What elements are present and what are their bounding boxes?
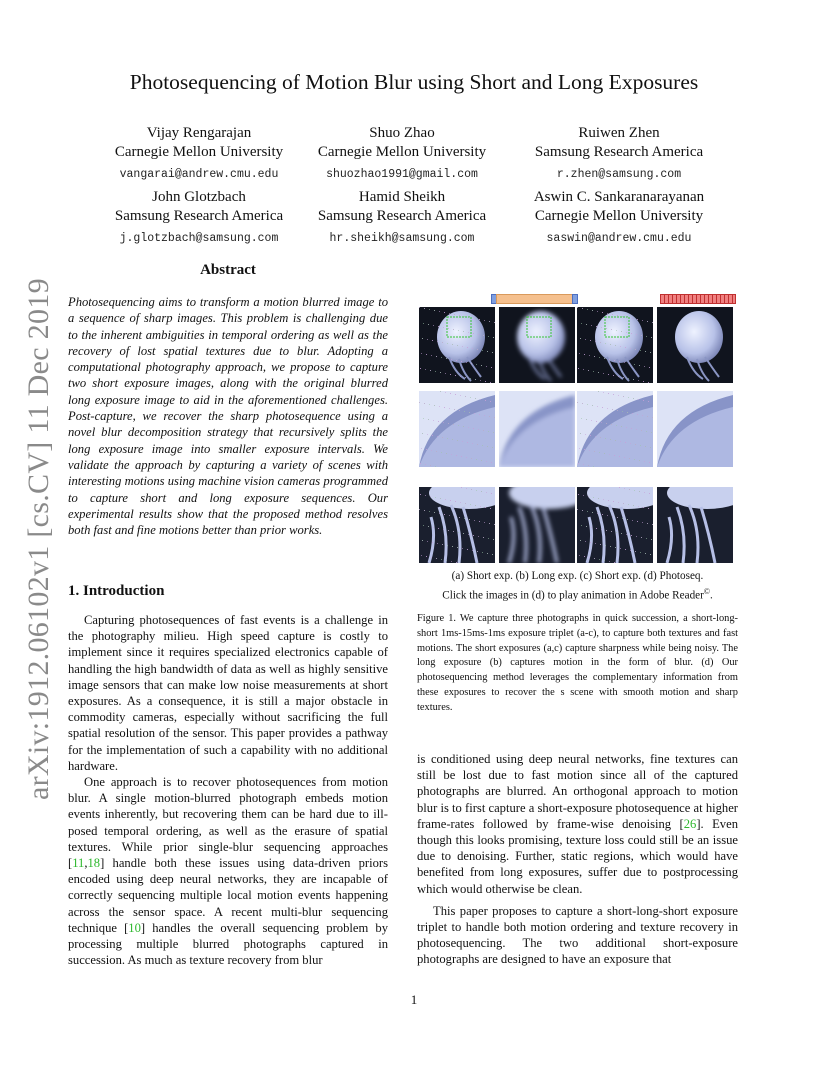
author-affiliation: Samsung Research America <box>317 208 487 224</box>
author-email[interactable]: hr.sheikh@samsung.com <box>329 232 475 245</box>
text-run: One approach is to recover photosequences from motion blur. A single motion-blurred photograph embeds motion events inherently, but recovering them can be hard due to ill-posed temporal ordering, as well as the erasure of spatial textures. While prior single-blur sequencing approaches [ <box>68 775 388 871</box>
author-email[interactable]: r.zhen@samsung.com <box>556 168 682 181</box>
citation-link[interactable]: 11 <box>72 856 85 871</box>
author-email[interactable]: shuozhao1991@gmail.com <box>326 168 478 181</box>
figure-image-tile <box>499 307 575 383</box>
figure-caption: Figure 1. We capture three photographs in quick succession, a short-long-short 1ms-15ms-1ms exposure triplet (a-c), to capture both textures and fast motions. The short exposures (a,c) capture sharpness while being noisy. The long exposure (b) captures motion in the form of blur. (d) Our photosequencing method leverages the complementary information from these exposures to recover the s scene with smooth motion and sharp textures. <box>417 613 738 713</box>
author-name: John Glotzbach <box>152 189 246 205</box>
figure-subcaption: (a) Short exp. (b) Long exp. (c) Short exp. (d) Photoseq. Click the images in (d) to play animation in Adobe Reader©. <box>442 570 713 602</box>
author-block <box>287 124 517 184</box>
figure-image-tile <box>577 487 653 563</box>
text-run: ]. Even though this looks promising, texture loss could still be an issue due to denoising. Further, static regions, which would have benefited from long exposures, suffer due to postprocessing which would otherwise be clean. <box>417 816 738 896</box>
abstract-heading: Abstract <box>200 262 256 278</box>
figure-image-tile <box>577 307 653 383</box>
citation-link[interactable]: 10 <box>128 920 141 935</box>
figure-image-tile <box>419 487 495 563</box>
author-name: Vijay Rengarajan <box>146 125 252 141</box>
citation-link[interactable]: 26 <box>683 816 697 831</box>
paragraph <box>417 751 738 897</box>
figure-image-tile <box>419 391 495 467</box>
left-column-body <box>68 612 388 968</box>
author-block <box>287 188 517 248</box>
paragraph: This paper proposes to capture a short-long-short exposure triplet to handle both motion ordering and texture recovery in photosequencing. The two additional short-exposure photographs are designed to have an exposure that <box>417 903 738 967</box>
figure-image-grid <box>417 307 738 567</box>
short-exposure-bar <box>572 294 578 304</box>
figure-image-tile <box>499 487 575 563</box>
figure-image-tile <box>577 391 653 467</box>
author-block <box>504 188 734 248</box>
paragraph: Capturing photosequences of fast events is a challenge in the photography milieu. High speed capture is costly to implement since it requires specialized electronics capable of handling the high bandwidth of data as well as highly sensitive image sensors that can make low noise measurements at short exposures. As a consequence, it is still a major obstacle in commodity cameras, especially without sacrificing the full spatial resolution of the sensor. This paper provides a pathway for the implementation of such a capability with no additional hardware. <box>68 613 388 773</box>
figure-image-tile[interactable] <box>657 487 733 563</box>
photoseq-bar <box>660 294 736 304</box>
author-affiliation: Samsung Research America <box>114 208 284 224</box>
author-affiliation: Carnegie Mellon University <box>114 144 284 160</box>
author-affiliation: Samsung Research America <box>534 144 704 160</box>
author-email[interactable]: vangarai@andrew.cmu.edu <box>119 168 279 181</box>
author-block <box>84 188 314 248</box>
figure-image-tile[interactable] <box>657 391 733 467</box>
author-block <box>84 124 314 184</box>
text-run: is conditioned using deep neural networks, fine textures can still be lost due to fast motion since all of the captured photographs are blurred. An orthogonal approach to motion blur is to first capture a short-exposure photosequence at higher frame-rates followed by frame-wise denoising [ <box>417 752 738 831</box>
text-run: , <box>84 856 88 871</box>
text-run: ] handle both these issues using data-driven priors encoded using deep neural networks, they are incapable of correctly sequencing multiple local motion events happening across the sensor space. A recent multi-blur sequencing technique [ <box>68 856 388 935</box>
author-name: Shuo Zhao <box>369 125 435 141</box>
text-run: ] handles the overall sequencing problem by processing multiple blurred photographs captured in succession. As much as texture recovery from blur <box>68 920 388 968</box>
author-affiliation: Carnegie Mellon University <box>317 144 487 160</box>
subcaption-labels: (a) Short exp. (b) Long exp. (c) Short exp. (d) Photoseq. <box>451 570 704 582</box>
abstract-text: Photosequencing aims to transform a motion blurred image to a sequence of sharp images. This problem is challenging due to the inherent ambiguities in temporal ordering as well as the recovery of lost spatial textures due to blur. Adopting a computational photography approach, we propose to capture two short exposure images, along with the original blurred long exposure image to aid in the aforementioned challenges. Post-capture, we recover the sharp photosequence using a novel blur decomposition strategy that recursively splits the long exposure image into smaller exposure intervals. We validate the approach by capturing a variety of scenes with interesting motions using machine vision cameras programmed to capture short and long exposure sequences. Our experimental results show that the proposed method resolves both fast and fine motions better than prior works. <box>68 295 388 538</box>
author-email[interactable]: j.glotzbach@samsung.com <box>119 232 279 245</box>
right-column-body <box>417 751 738 968</box>
arxiv-identifier-stamp: arXiv:1912.06102v1 [cs.CV] 11 Dec 2019 <box>22 278 55 800</box>
author-name: Aswin C. Sankaranarayanan <box>533 189 705 205</box>
author-affiliation: Carnegie Mellon University <box>534 208 704 224</box>
author-name: Ruiwen Zhen <box>578 125 660 141</box>
figure-image-tile[interactable] <box>657 307 733 383</box>
paper-title: Photosequencing of Motion Blur using Short and Long Exposures <box>129 70 699 94</box>
author-name: Hamid Sheikh <box>358 189 446 205</box>
figure-image-tile <box>499 391 575 467</box>
long-exposure-bar <box>496 294 573 304</box>
author-email[interactable]: saswin@andrew.cmu.edu <box>546 232 692 245</box>
section-heading-introduction: 1. Introduction <box>68 583 165 599</box>
page-number: 1 <box>410 992 418 1007</box>
subcaption-note: Click the images in (d) to play animation in Adobe Reader <box>442 589 704 602</box>
author-block <box>504 124 734 184</box>
paragraph <box>68 774 388 968</box>
citation-link[interactable]: 18 <box>87 856 101 871</box>
figure-image-tile <box>419 307 495 383</box>
registered-mark: © <box>703 587 710 596</box>
